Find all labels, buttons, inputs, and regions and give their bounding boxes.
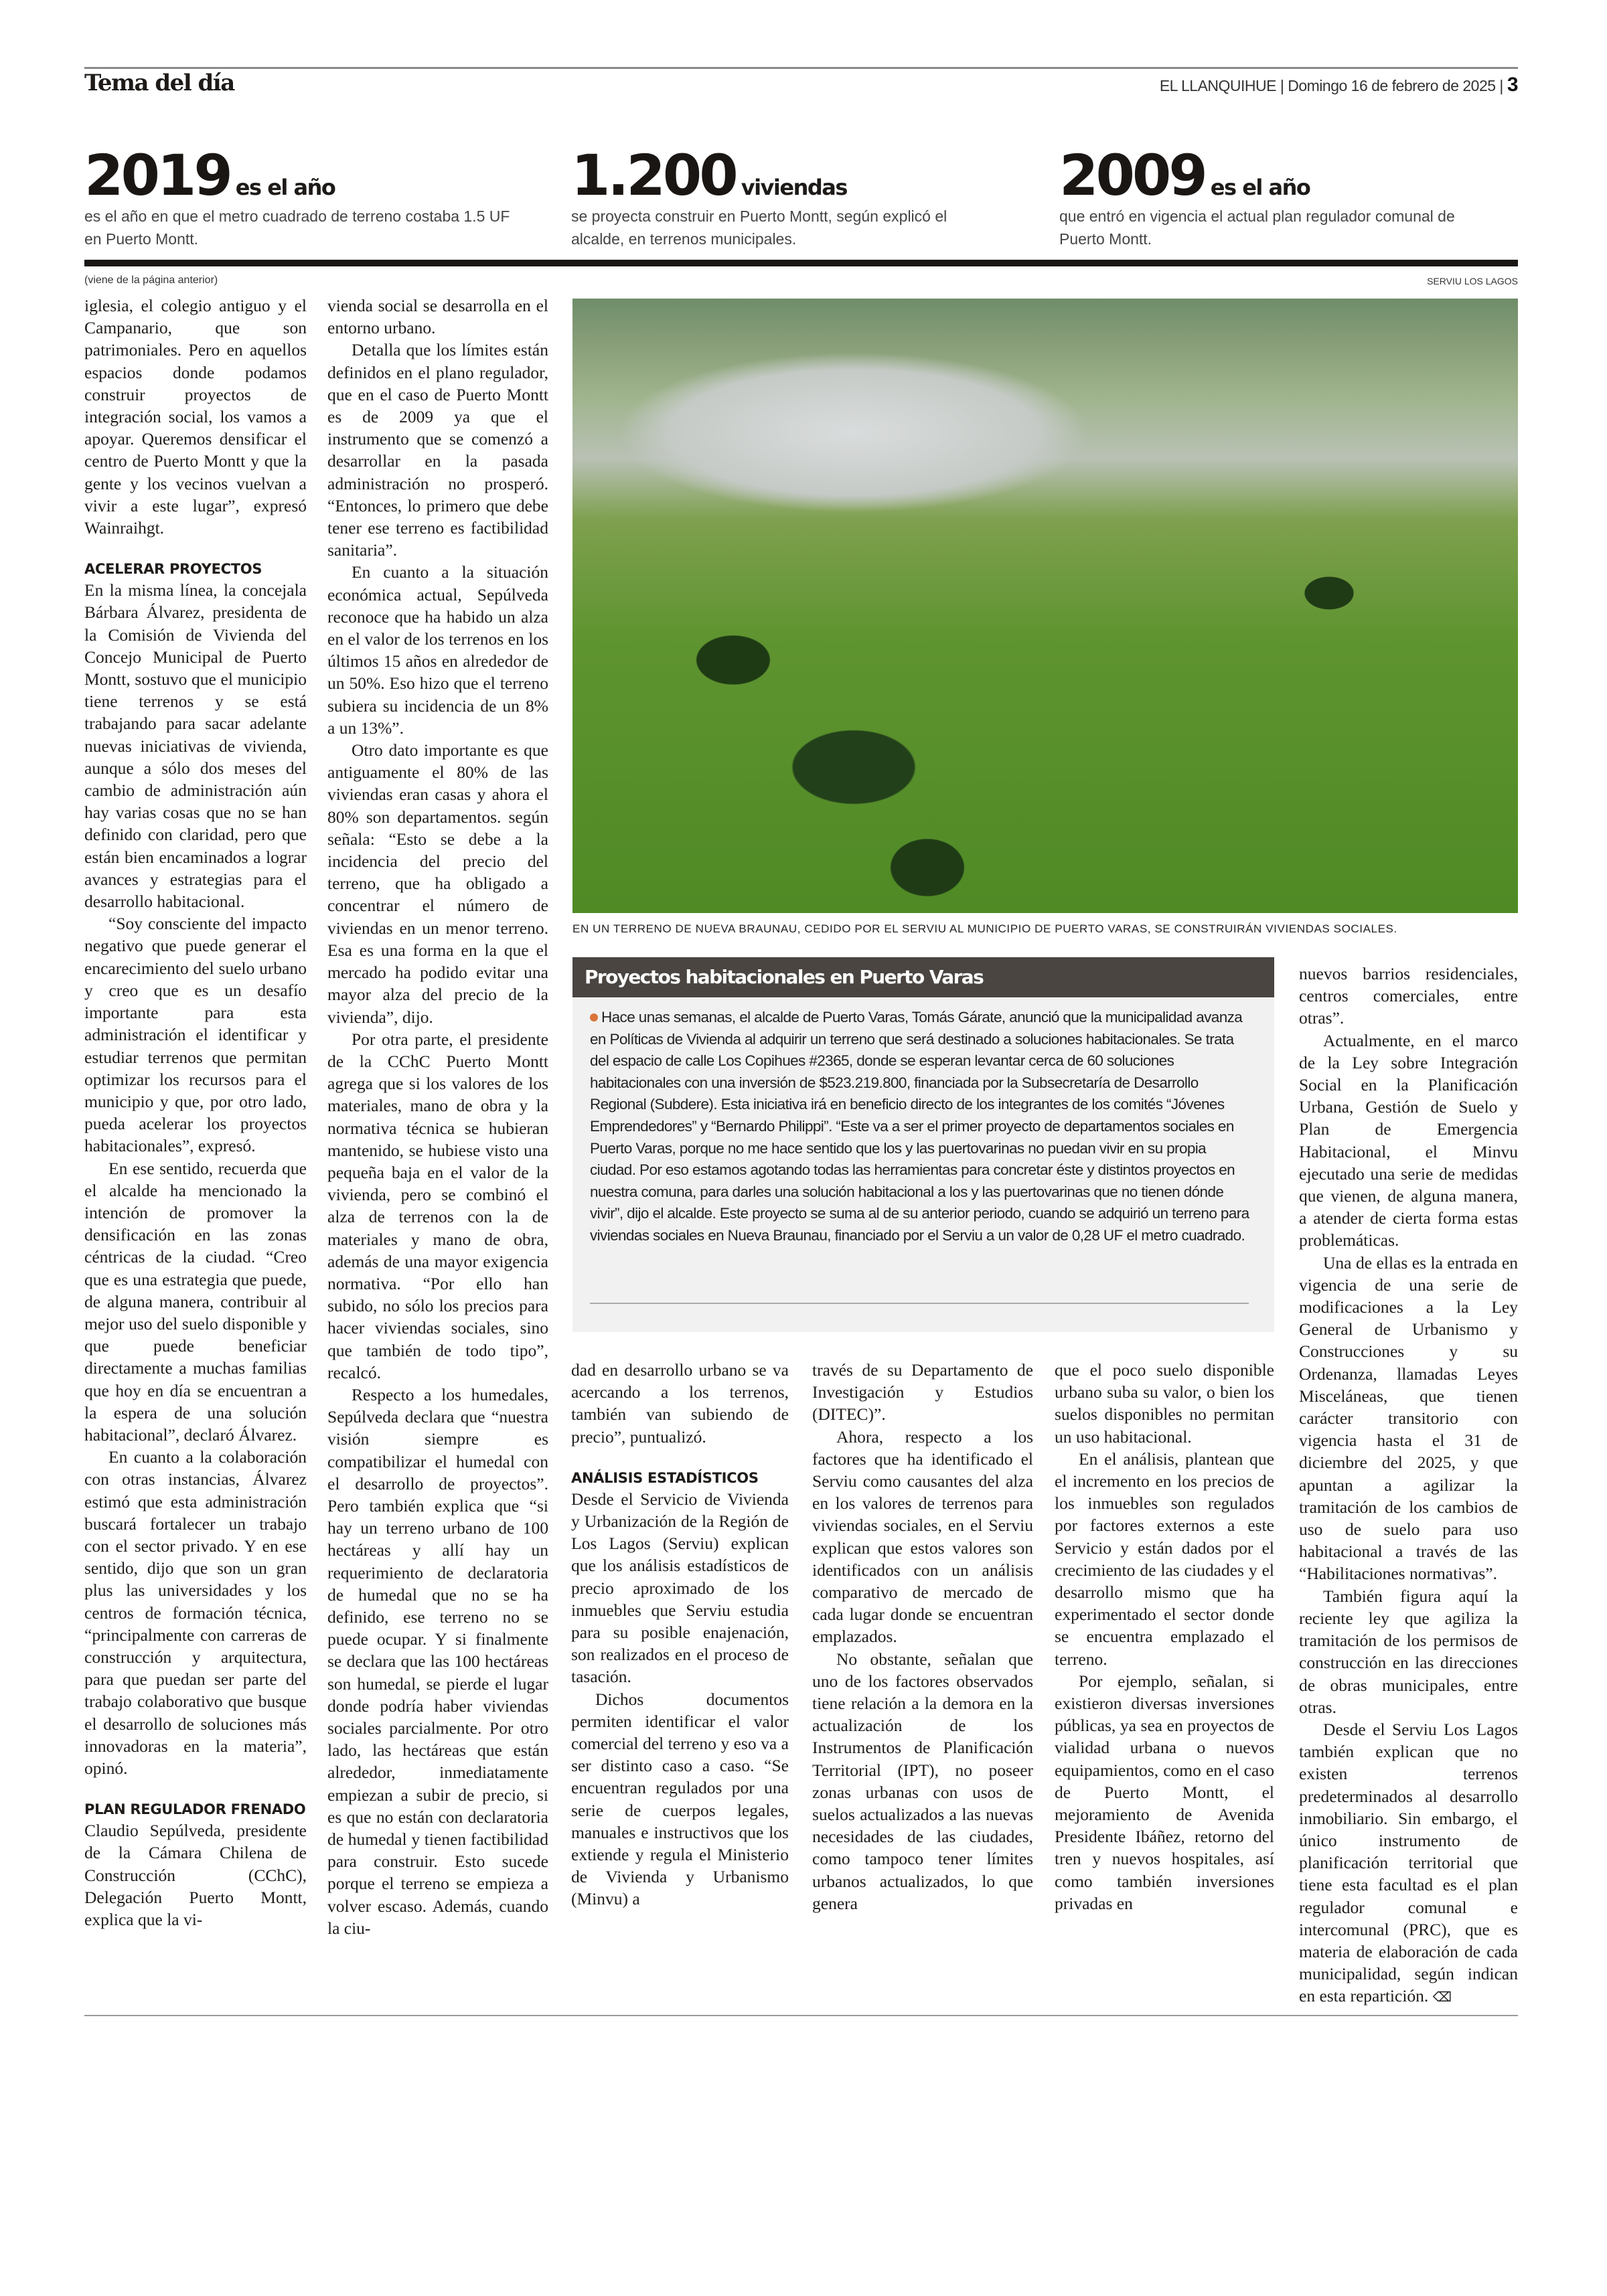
box-rule bbox=[590, 1303, 1249, 1304]
subheading: PLAN REGULADOR FRENADO bbox=[84, 1801, 306, 1818]
issue-date: Domingo 16 de febrero de 2025 bbox=[1288, 77, 1496, 94]
paragraph: nuevos barrios residenciales, centros comerciales, entre otras”. bbox=[1299, 964, 1518, 1028]
box-text: Hace unas semanas, el alcalde de Puerto Varas, Tomás Gárate, anunció que la municipalidad avanza en Políticas de Vivienda al adquirir un terreno que será destinado a soluciones habitacionales. Se trata del espacio de calle Los Copihues #2365, donde se esperan levantar cerca de 60 soluciones habitacionales con una inversión de $523.219.800, financiada por la Subsecretaría de Desarrollo Regional (Subdere). Esta iniciativa irá en beneficio directo de los integrantes de los comités “Jóvenes Emprendedores” y “Bernardo Philippi”. “Este va a ser el primer proyecto de departamentos sociales en Puerto Varas, porque no me hace sentido que los y las puertovarinas no puedan vivir en su propia ciudad. Por eso estamos agotando todas las herramientas para concretar éste y distintos proyectos en nuestra comuna, para darles una solución habitacional a los y las puertovarinas que no tienen dónde vivir”, dijo el alcalde. Este proyecto se suma al de su anterior periodo, cuando se adquirió un terreno para viviendas sociales en Nueva Braunau, financiado por el Serviu a un valor de 0,28 UF el metro cuadrado. bbox=[590, 1009, 1249, 1244]
paragraph: En ese sentido, recuerda que el alcalde ha mencionado la intención de promover la densificación en las zonas céntricas de la ciudad. “Creo que es una estrategia que puede, de alguna manera, contribuir al mejor uso del suelo disponible y que puede beneficiar directamente a muchas familias que hoy en día se encuentran a la espera de una solución habitacional”, declaró Álvarez. bbox=[84, 1158, 307, 1445]
article-column-3 bbox=[571, 1359, 789, 1910]
paragraph: Dichos documentos permiten identificar el valor comercial del terreno y eso va a ser distinto caso a caso. “Se encuentran regulados por una serie de cuerpos legales, manuales e instructivos que los extiende y regula el Ministerio de Vivienda y Urbanismo (Minvu) a bbox=[571, 1689, 789, 1909]
paragraph: través de su Departamento de Investigación y Estudios (DITEC)”. bbox=[812, 1360, 1033, 1424]
page-number: 3 bbox=[1507, 74, 1518, 96]
paragraph: “Soy consciente del impacto negativo que puede generar el encarecimiento del suelo urbano y creo que es un desafío importante para esta administración el identificar y estudiar terrenos que permitan optimizar los recursos para el municipio y que, por otro lado, pueda acelerar los proyectos habitacionales”, expresó. bbox=[84, 914, 307, 1156]
fact-box bbox=[84, 143, 526, 250]
photo-caption: EN UN TERRENO DE NUEVA BRAUNAU, CEDIDO POR EL SERVIU AL MUNICIPIO DE PUERTO VARAS, SE CONSTRUIRÁN VIVIENDAS SOCIALES. bbox=[572, 922, 1397, 935]
section-title: Tema del día bbox=[84, 70, 234, 96]
section-divider bbox=[84, 260, 1518, 266]
paragraph: Por otra parte, el presidente de la CChC Puerto Montt agrega que si los valores de los materiales, mano de obra y la normativa técnica se hubieran mantenido, se hubiese visto una pequeña baja en el valor de la vivienda, pero se combinó el alza de terrenos con la de materiales y mano de obra, además de una mayor exigencia normativa. “Por ello han subido, no sólo los precios para hacer viviendas sociales, sino que también de todo tipo”, recalcó. bbox=[327, 1029, 548, 1382]
fact-description: que entró en vigencia el actual plan regulador comunal de Puerto Montt. bbox=[1059, 208, 1455, 248]
paragraph: Por ejemplo, señalan, si existieron diversas inversiones públicas, ya sea en proyectos de vialidad urbana o nuevos equipamientos, como en el caso de Puerto Montt, el mejoramiento de Avenida Presidente Ibáñez, retorno del tren y nuevos hospitales, así como también inversiones privadas en bbox=[1055, 1671, 1274, 1913]
paragraph: Actualmente, en el marco de la Ley sobre Integración Social en la Planificación Urbana, Gestión de Suelo y Plan de Emergencia Habitacional, el Minvu ejecutado una serie de medidas que vienen, de alguna manera, a atender de cierta forma estas problemáticas. bbox=[1299, 1030, 1518, 1250]
subheading: ACELERAR PROYECTOS bbox=[84, 561, 262, 578]
photo-credit: SERVIU LOS LAGOS bbox=[1427, 276, 1518, 286]
paragraph: Respecto a los humedales, Sepúlveda declara que “nuestra visión siempre es compatibilizar el humedal con el desarrollo de proyectos”. Pero también explica que “si hay un terreno urbano de 100 hectáreas y allí hay un requerimiento de declaratoria de humedal que no se ha definido, ese terreno no se puede ocupar. Y si finalmente se declara que las 100 hectáreas son humedal, se pierde el lugar donde podría haber viviendas sociales parcialmente. Por otro lado, las hectáreas que están alrededor, inmediatamente empiezan a subir de precio, si es que no están con declaratoria de humedal y tienen factibilidad para construir. Esto sucede porque el terreno se empieza a volver escaso. Además, cuando la ciu- bbox=[327, 1384, 548, 1938]
masthead: EL LLANQUIHUE | Domingo 16 de febrero de 2025 | 3 bbox=[1159, 74, 1518, 96]
paragraph: dad en desarrollo urbano se va acercando a los terrenos, también van subiendo de precio”, puntualizó. bbox=[571, 1360, 789, 1447]
fact-description: es el año en que el metro cuadrado de terreno costaba 1.5 UF en Puerto Montt. bbox=[84, 208, 510, 248]
fact-unit: es el año bbox=[235, 175, 335, 200]
paragraph: Una de ellas es la entrada en vigencia de una serie de modificaciones a la Ley General de Urbanismo y Construcciones y su Ordenanza, llamadas Leyes Misceláneas, que tienen carácter transitorio con vigencia hasta el 31 de diciembre del 2025, y que apuntan a agilizar la tramitación de los cambios de uso de suelo para uso habitacional a través de las “Habilitaciones normativas”. bbox=[1299, 1252, 1518, 1584]
article-column-5 bbox=[1055, 1359, 1274, 1914]
paragraph: iglesia, el colegio antiguo y el Campanario, que son patrimoniales. Pero en aquellos espacios donde podamos construir proyectos de integración social, los vamos a apoyar. Queremos densificar el centro de Puerto Montt y que la gente y los vecinos vuelvan a vivir a este lugar”, expresó Wainraihgt. bbox=[84, 296, 307, 538]
bottom-rule bbox=[84, 2015, 1518, 2016]
aerial-photo bbox=[572, 299, 1518, 913]
paragraph: Desde el Serviu Los Lagos también explican que no existen terrenos predeterminados al desarrollo inmobiliario. Sin embargo, el único instrumento de planificación territorial que tiene esta facultad es el plan regulador comunal e intercomunal (PRC), que es materia de elaboración de cada municipalidad, según indican en esta repartición. bbox=[1299, 1719, 1518, 2006]
sidebar-box bbox=[572, 957, 1274, 1332]
fact-unit: es el año bbox=[1210, 175, 1310, 200]
fact-number: 1.200 bbox=[571, 143, 736, 208]
top-rule bbox=[84, 67, 1518, 69]
fact-description: se proyecta construir en Puerto Montt, según explicó el alcalde, en terrenos municipales. bbox=[571, 208, 947, 248]
article-column-4 bbox=[812, 1359, 1033, 1914]
paragraph: Otro dato importante es que antiguamente el 80% de las viviendas eran casas y ahora el 80% son departamentos. según señala: “Esto se debe a la incidencia del precio del terreno, que ha obligado a concentrar el número de viviendas en un menor terreno. Esa es una forma en la que el mercado ha podido evitar una mayor alza del precio de la vivienda”, dijo. bbox=[327, 740, 548, 1027]
end-of-article-icon: ⌫ bbox=[1432, 1989, 1452, 2005]
fact-number: 2019 bbox=[84, 143, 230, 208]
fact-unit: viviendas bbox=[741, 175, 847, 200]
paragraph: que el poco suelo disponible urbano suba su valor, o bien los suelos disponibles no permitan un uso habitacional. bbox=[1055, 1360, 1274, 1447]
bullet-icon bbox=[590, 1013, 598, 1021]
box-title: Proyectos habitacionales en Puerto Varas bbox=[572, 957, 1274, 997]
continued-note: (viene de la página anterior) bbox=[84, 274, 218, 286]
fact-box bbox=[571, 143, 1013, 250]
paragraph: Detalla que los límites están definidos en el plano regulador, que en el caso de Puerto Montt es de 2009 ya que el instrumento que se comenzó a desarrollar en la pasada administración no prosperó. “Entonces, lo primero que debe tener ese terreno es factibilidad sanitaria”. bbox=[327, 340, 548, 560]
paragraph: Desde el Servicio de Vivienda y Urbanización de la Región de Los Lagos (Serviu) explican que los análisis estadísticos de precio aproximado de los inmuebles que Serviu estudia para su posible enajenación, son realizados en el proceso de tasación. bbox=[571, 1489, 789, 1687]
paragraph: Ahora, respecto a los factores que ha identificado el Serviu como causantes del alza en los valores de terrenos para viviendas sociales, en el Serviu explican que estos valores son identificados con un análisis comparativo de mercado de cada lugar donde se encuentran emplazados. bbox=[812, 1426, 1033, 1647]
article-column-6 bbox=[1299, 963, 1518, 2009]
paragraph: En cuanto a la situación económica actual, Sepúlveda reconoce que ha habido un alza en el valor de los terrenos en los últimos 15 años en alrededor de un 50%. Eso hizo que el terreno subiera su incidencia de un 8% a un 13%”. bbox=[327, 562, 548, 738]
newspaper-name: EL LLANQUIHUE bbox=[1159, 77, 1276, 94]
fact-box bbox=[1059, 143, 1501, 250]
article-column-1 bbox=[84, 295, 307, 1931]
paragraph: No obstante, señalan que uno de los factores observados tiene relación a la demora en la actualización de los Instrumentos de Planificación Territorial (IPT), no poseer zonas urbanas con usos de suelos actualizados a las nuevas necesidades de las ciudades, como tampoco tener límites urbanos actualizados, lo que genera bbox=[812, 1649, 1033, 1913]
subheading: ANÁLISIS ESTADÍSTICOS bbox=[571, 1469, 759, 1486]
article-column-2 bbox=[327, 295, 548, 1939]
paragraph: En la misma línea, la concejala Bárbara Álvarez, presidenta de la Comisión de Vivienda del Concejo Municipal de Puerto Montt, sostuvo que el municipio tiene terrenos y se está trabajando para sacar adelante nuevas iniciativas de vivienda, aunque a sólo dos meses del cambio de administración aún hay varias cosas que no se han definido con claridad, pero que están bien encaminados a lograr avances y estrategias para el desarrollo habitacional. bbox=[84, 580, 307, 912]
paragraph: También figura aquí la reciente ley que agiliza la tramitación de los permisos de construcción en las direcciones de obras municipales, entre otras. bbox=[1299, 1586, 1518, 1717]
paragraph: En el análisis, plantean que el incremento en los precios de los inmuebles son regulados por factores externos a este Servicio y están dados por el crecimiento de las ciudades y el desarrollo mismo que ha experimentado el sector donde se encuentra emplazado el terreno. bbox=[1055, 1449, 1274, 1669]
paragraph: Claudio Sepúlveda, presidente de la Cámara Chilena de Construcción (CChC), Delegación Puerto Montt, explica que la vi- bbox=[84, 1821, 307, 1930]
paragraph: vienda social se desarrolla en el entorno urbano. bbox=[327, 296, 548, 338]
paragraph: En cuanto a la colaboración con otras instancias, Álvarez estimó que esta administración buscará fortalecer un trabajo con el sector privado. Y en ese sentido, dijo que son un gran plus las universidades y los centros de formación técnica, “principalmente con carreras de construcción y arquitectura, para que puedan ser parte del trabajo colaborativo que busque el desarrollo de soluciones más innovadoras en la materia”, opinó. bbox=[84, 1447, 307, 1778]
fact-number: 2009 bbox=[1059, 143, 1205, 208]
